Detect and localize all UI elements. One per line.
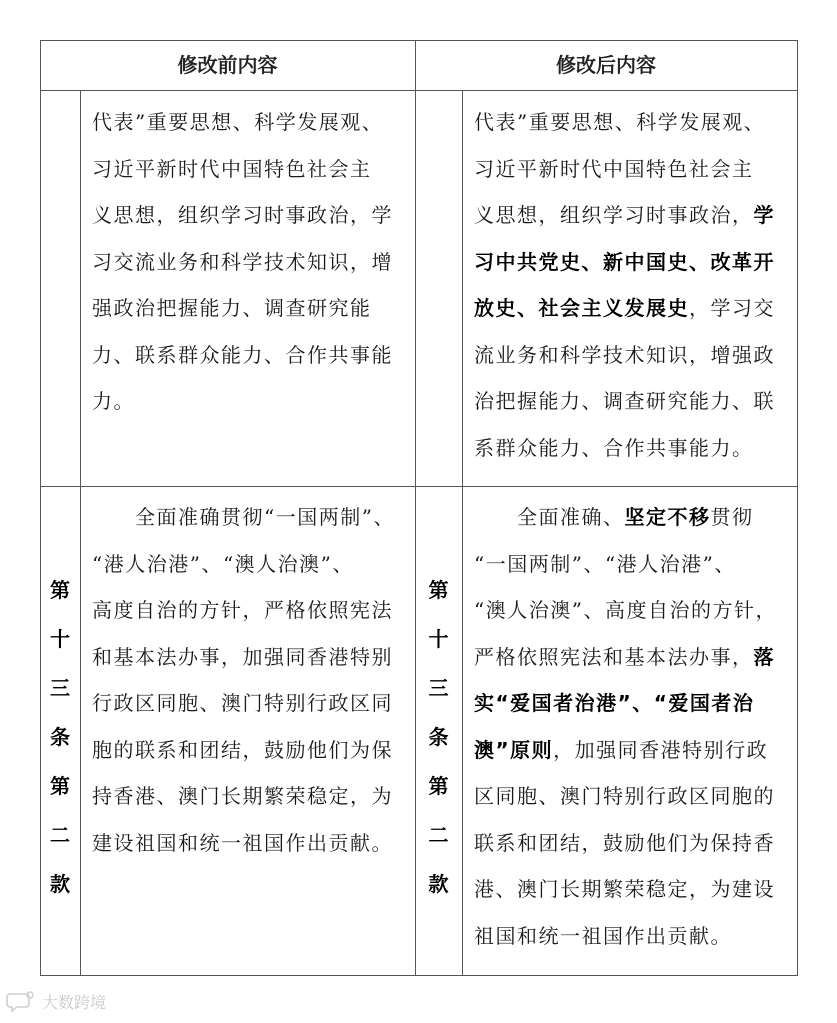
watermark [6,990,106,1013]
text-segment: 建设祖国和统一祖国作出贡献。 [92,830,393,855]
text-segment: ，学习交 [689,296,775,320]
text-segment: 习近平新时代中国特色社会主 [474,156,754,181]
bold-text-segment: 坚定不移 [624,505,711,529]
text-segment: 系群众能力、合作共事能力。 [474,435,754,460]
table-border-right [797,40,798,976]
article-label-before [40,566,80,909]
text-line [92,680,395,727]
text-segment: 联系和团结，鼓励他们为保持香 [474,830,775,855]
header-after: 修改后内容 [556,53,656,77]
text-segment: ，加强同香港特别行政 [553,737,769,762]
text-line [92,192,393,239]
text-line [92,634,395,681]
text-line [474,634,777,681]
row2-after-text [474,494,777,959]
text-segment: 全面准确、 [474,505,625,529]
text-segment: 习近平新时代中国特色社会主 [92,156,372,181]
article-column-divider-right [462,90,463,976]
text-segment: 持香港、澳门长期繁荣稳定，为 [92,784,393,808]
text-line [474,820,777,867]
article-column-divider-left [80,90,81,976]
text-line [474,192,775,239]
text-line [474,541,777,588]
text-segment: 和基本法办事，加强同香港特别 [92,644,393,669]
text-line [474,680,777,727]
text-segment: “一国两制”、“港人治港”、 [474,551,736,576]
text-segment: 治把握能力、调查研究能力、联 [474,389,775,413]
text-segment: 行政区同胞、澳门特别行政区同 [92,691,393,715]
table-border-bottom [40,975,798,976]
bold-text-segment: 澳”原则 [474,737,554,762]
text-segment: 高度自治的方针，严格依照宪法 [92,598,393,622]
row1-before-text [92,99,393,425]
article-label-char: 第 [428,774,449,798]
text-line [92,494,395,541]
row1-after-text [474,99,775,471]
watermark-text: 大数跨境 [42,993,107,1012]
text-line [474,727,777,774]
bold-text-segment: 放史、社会主义发展史 [474,296,689,320]
article-label-char: 三 [50,676,70,700]
text-segment: 区同胞、澳门特别行政区同胞的 [474,784,775,808]
text-segment: 习交流业务和科学技术知识，增 [92,249,393,274]
text-segment: “澳人治澳”、高度自治的方针， [474,598,777,622]
article-label-char: 二 [50,823,70,847]
bold-text-segment: 习中共党史、新中国史、改革开 [474,249,775,274]
text-line [474,587,777,634]
article-label-char: 十 [428,627,449,651]
text-segment: 流业务和科学技术知识，增强政 [474,342,775,367]
text-segment: 胞的联系和团结，鼓励他们为保 [92,737,393,762]
text-line [474,99,775,146]
text-line [92,587,395,634]
text-segment: 贯彻 [710,505,754,529]
text-segment: 义思想，组织学习时事政治，学 [92,203,393,227]
text-line [474,146,775,193]
article-label-char: 款 [428,872,449,896]
bold-text-segment: 学 [753,203,775,227]
text-segment: 代表”重要思想、科学发展观、 [92,110,384,134]
article-label-char: 款 [50,872,70,896]
text-line [92,146,393,193]
article-label-after [415,566,462,909]
text-line [474,378,775,425]
text-line [92,285,393,332]
text-line [92,239,393,286]
text-segment: 力。 [92,389,135,413]
row2-before-text [92,494,395,866]
text-line [92,773,395,820]
text-segment: 代表”重要思想、科学发展观、 [474,110,766,134]
text-line [474,913,777,960]
article-label-char: 三 [428,676,449,700]
text-line [474,285,775,332]
text-segment: “港人治港”、“澳人治澳”、 [92,551,354,576]
article-label-char: 第 [428,578,449,602]
article-label-char: 条 [428,725,449,749]
text-line [92,378,393,425]
bold-text-segment: 实“爱国者治港”、“爱国者治 [474,691,755,715]
text-line [474,332,775,379]
header-before: 修改前内容 [177,53,278,77]
text-line [92,727,395,774]
text-line [92,541,395,588]
text-line [92,99,393,146]
article-label-char: 第 [50,774,70,798]
bold-text-segment: 落 [753,644,775,669]
text-segment: 义思想，组织学习时事政治， [474,203,754,227]
text-segment: 强政治把握能力、调查研究能 [92,296,372,320]
text-segment: 祖国和统一祖国作出贡献。 [474,923,732,948]
article-label-char: 第 [50,578,70,602]
speech-bubble-logo-icon [6,991,36,1013]
text-line [474,425,775,472]
article-label-char: 十 [50,627,70,651]
text-line [474,773,777,820]
text-segment: 力、联系群众能力、合作共事能 [92,342,393,367]
text-line [92,332,393,379]
article-label-char: 二 [428,823,449,847]
text-line [474,494,777,541]
text-segment: 全面准确贯彻“一国两制”、 [92,505,395,529]
article-label-char: 条 [50,725,70,749]
text-segment: 港、澳门长期繁荣稳定，为建设 [474,877,775,901]
header-divider [40,90,798,91]
text-line [474,866,777,913]
text-segment: 严格依照宪法和基本法办事， [474,644,754,669]
text-line [474,239,775,286]
text-line [92,820,395,867]
row-divider [40,486,798,487]
